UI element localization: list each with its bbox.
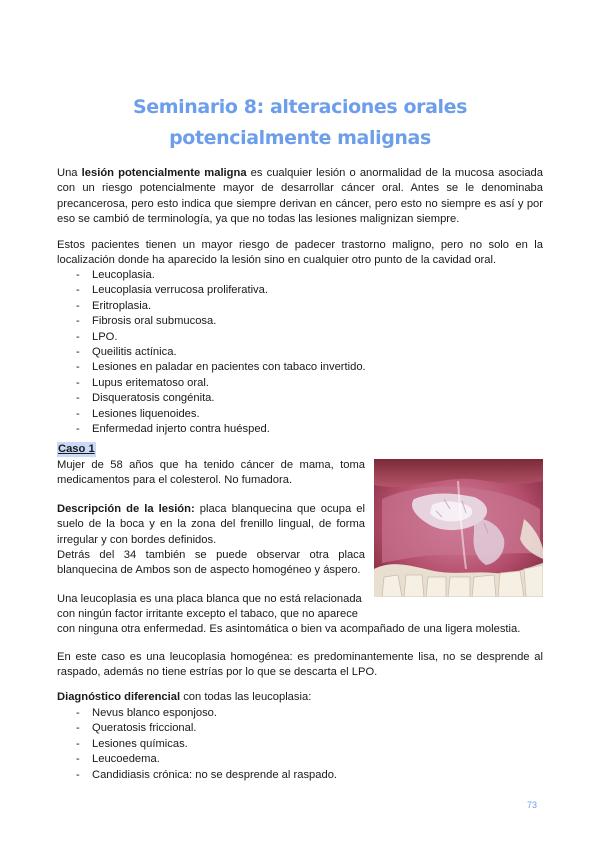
description-label: Descripción de la lesión: [57, 503, 195, 515]
list-item: - Candidiasis crónica: no se desprende al raspado. [57, 768, 543, 783]
leuco-line-3: con ninguna otra enfermedad. Es asintomática o bien va acompañado de una ligera molestia. [57, 623, 521, 635]
list-item: - Lesiones en paladar en pacientes con tabaco invertido. [57, 360, 543, 375]
list-item: - Leucoedema. [57, 752, 543, 767]
case-description [57, 502, 365, 548]
list-item: - Queratosis friccional. [57, 721, 543, 736]
list-item: - Queilitis actínica. [57, 345, 543, 360]
description-text: placa blanquecina que ocupa el suelo de la boca y en la zona del frenillo lingual, de forma irregular y con bordes definidos. [57, 503, 365, 546]
list-item: - Lupus eritematoso oral. [57, 376, 543, 391]
case-additional: Detrás del 34 también se puede observar otra placa blanquecina de Ambos son de aspecto homogéneo y áspero. [57, 549, 365, 577]
differential-label: Diagnóstico diferencial [57, 691, 181, 703]
differential-text: con todas las leucoplasia: [180, 691, 312, 703]
leuco-line-2: con ningún factor irritante excepto el tabaco, que no aparece [57, 608, 359, 620]
intro-text: es cualquier lesión o anormalidad de la mucosa asociada con un riesgo potencialmente mayor de desarrollar cáncer oral. Antes se le denominaba precancerosa, pero esto indica que siempre derivan en cáncer, pero esto no siempre es así y por eso se cambió de terminología, ya que no todas las lesiones malignizan siempre. [57, 167, 543, 226]
case-title: Caso 1 [58, 443, 95, 455]
list-item: - Leucoplasia. [57, 268, 543, 283]
list-item: - Leucoplasia verrucosa proliferativa. [57, 283, 543, 298]
intro-paragraph [57, 166, 543, 228]
homogeneous-paragraph: En este caso es una leucoplasia homogénea: es predominantemente lisa, no se desprende al raspado, además no tiene estrías por lo que se descarta el LPO. [57, 651, 543, 679]
risk-paragraph: Estos pacientes tienen un mayor riesgo de padecer trastorno maligno, pero no solo en la localización donde ha aparecido la lesión sino en cualquier otro punto de la cavidad oral. [57, 239, 543, 267]
list-item: - Lesiones químicas. [57, 737, 543, 752]
list-item: - Nevus blanco esponjoso. [57, 706, 543, 721]
intro-term: lesión potencialmente maligna [81, 167, 247, 179]
lesion-list [57, 268, 543, 437]
intro-lead: Una [57, 167, 82, 179]
list-item: - Enfermedad injerto contra huésped. [57, 422, 543, 437]
list-item: - Fibrosis oral submucosa. [57, 314, 543, 329]
page-title: Seminario 8: alteraciones orales potencialmente malignas [132, 96, 468, 149]
differential-heading [57, 690, 543, 705]
clinical-photo [374, 459, 543, 597]
oral-lesion-image [374, 459, 543, 597]
list-item: - LPO. [57, 330, 543, 345]
page-number: 73 [527, 800, 538, 810]
list-item: - Eritroplasia. [57, 299, 543, 314]
leuco-line-1: Una leucoplasia es una placa blanca que no está relacionada [57, 593, 362, 605]
case-patient: Mujer de 58 años que ha tenido cáncer de mama, toma medicamentos para el colesterol. No fumadora. [57, 459, 365, 487]
list-item: - Lesiones liquenoides. [57, 407, 543, 422]
list-item: - Disqueratosis congénita. [57, 391, 543, 406]
differential-list [57, 706, 543, 783]
